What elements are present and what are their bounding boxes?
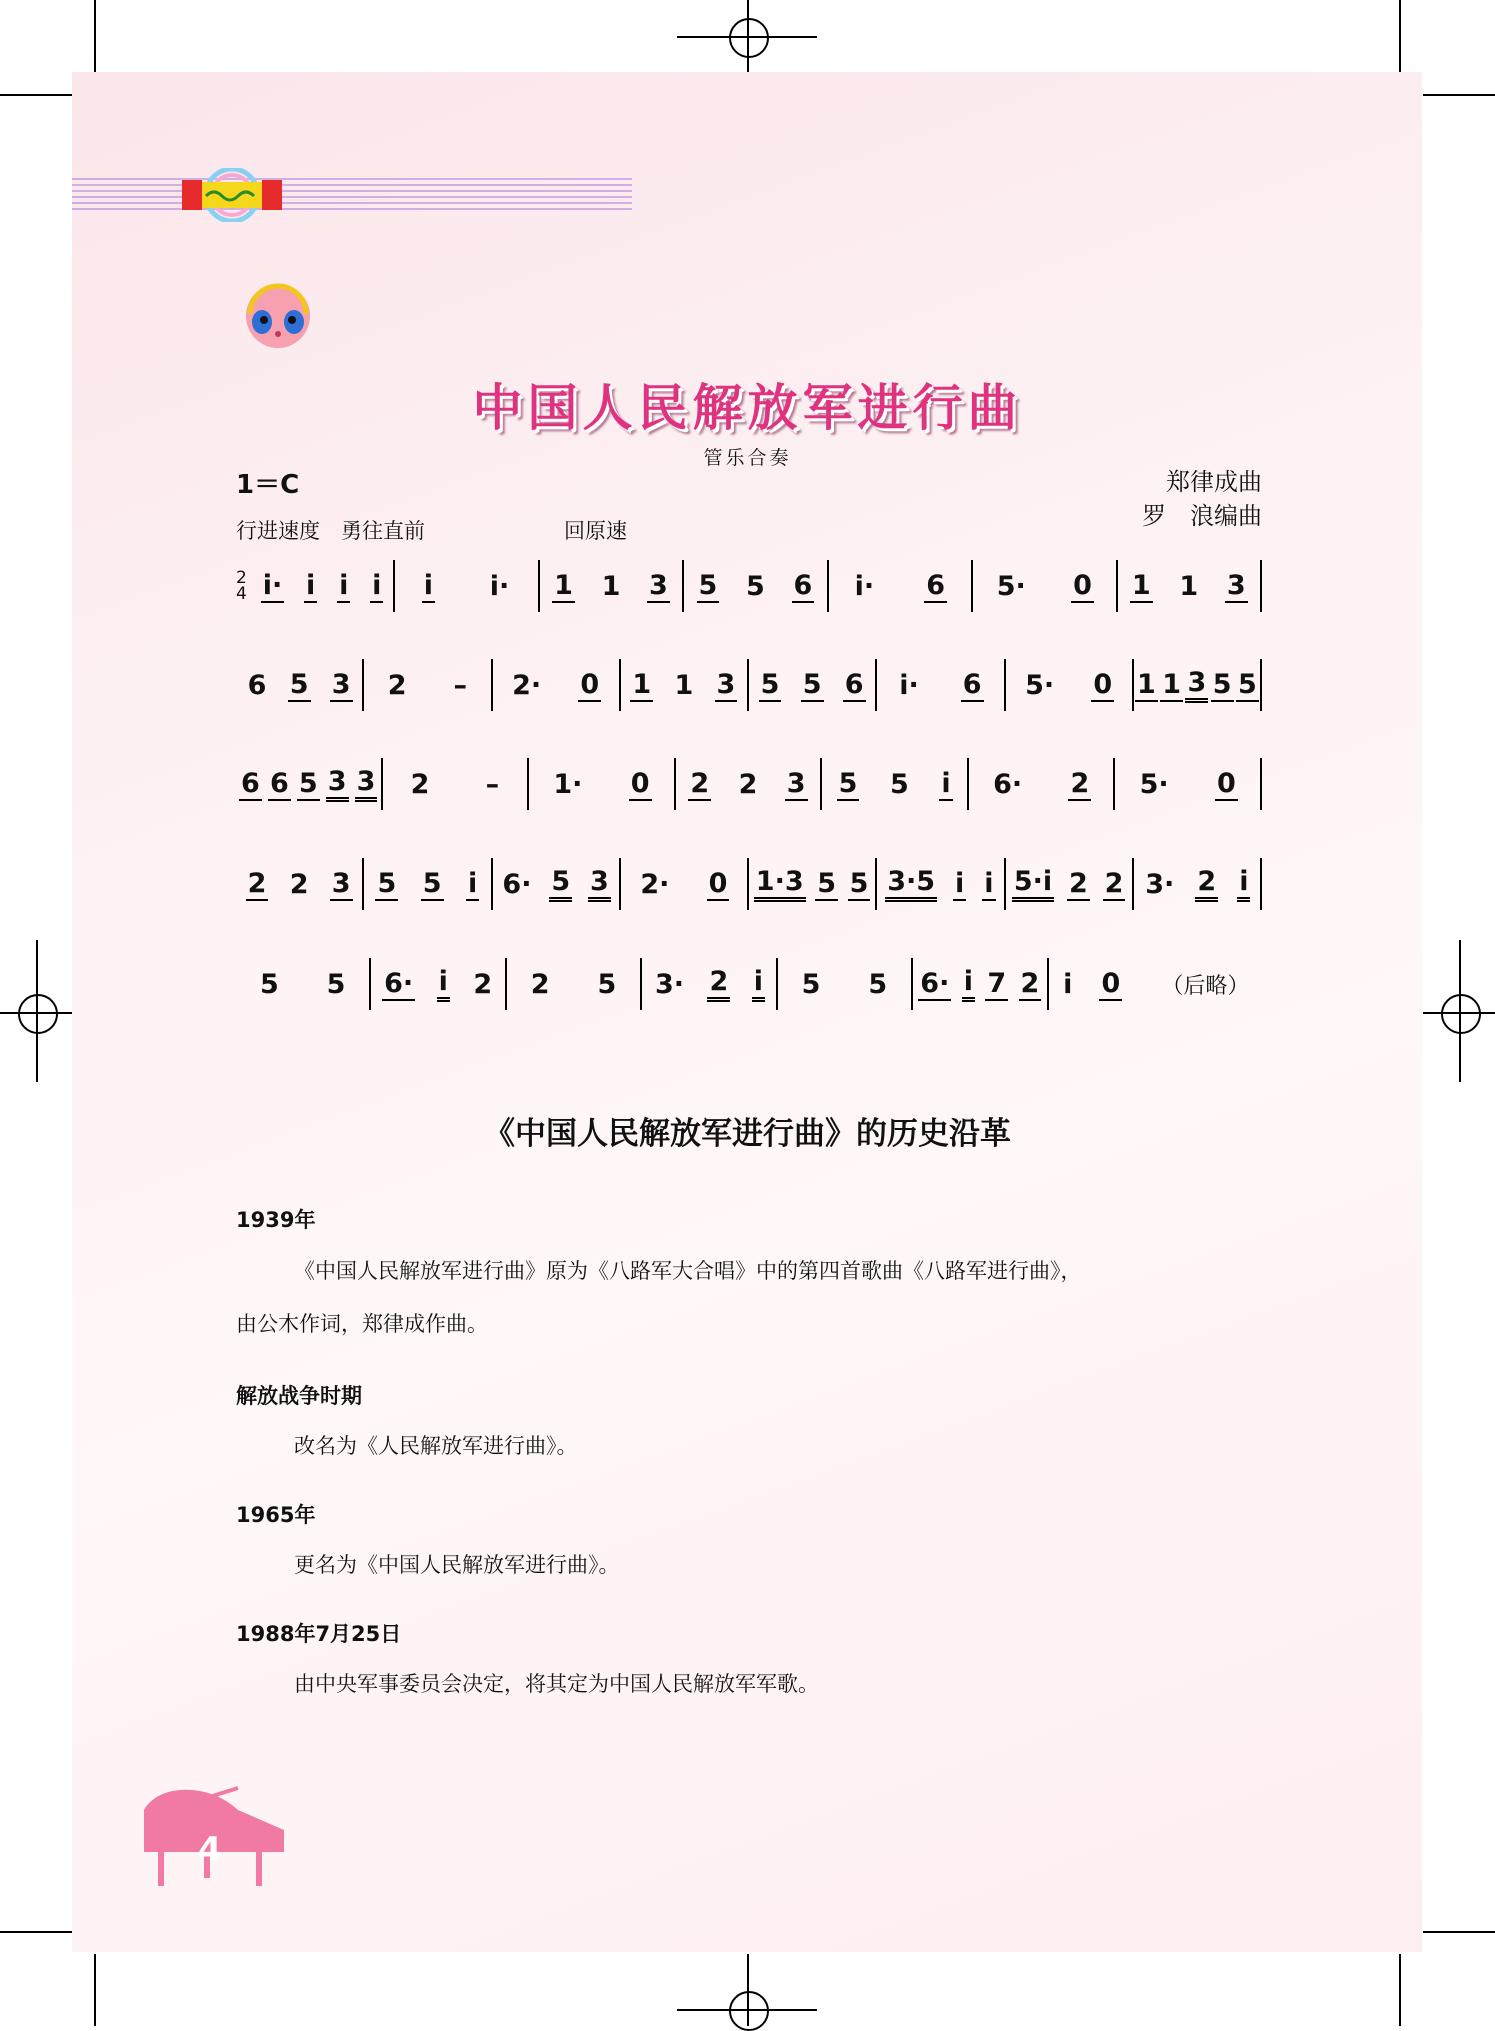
mascot-icon (240, 276, 316, 352)
note: 0 (1093, 668, 1113, 700)
history-heading: 《中国人民解放军进行曲》的历史沿革 (484, 1116, 1011, 1152)
registration-line (747, 0, 749, 72)
measure (913, 954, 1046, 1014)
note: 3 (331, 668, 351, 700)
note: 1 (674, 669, 694, 701)
note: 5 (889, 768, 909, 800)
note: 1·3 (754, 866, 806, 902)
crop-mark (1423, 1931, 1495, 1933)
note: 0 (1073, 569, 1092, 601)
measure (371, 954, 504, 1014)
measure (1049, 954, 1262, 1014)
measure (1134, 854, 1260, 914)
note: 0 (580, 668, 600, 700)
crop-mark (1399, 1954, 1401, 2026)
note: 5 (698, 569, 718, 601)
note: 6 (926, 569, 946, 601)
measure (1006, 655, 1132, 715)
note: 2 (387, 669, 407, 701)
note: 6· (502, 868, 532, 900)
measure (493, 655, 619, 715)
key-signature: 1＝C (236, 470, 300, 500)
note: 5 (597, 968, 617, 1000)
note: 3 (1185, 667, 1208, 703)
measure (236, 854, 362, 914)
note: 2 (738, 768, 758, 800)
registration-line (36, 940, 38, 1082)
note: 2 (410, 768, 430, 800)
note: 3 (1226, 569, 1246, 601)
history-date: 1988年7月25日 (236, 1622, 402, 1646)
note: 3· (654, 968, 685, 1000)
note: 5 (817, 867, 837, 899)
arranger-line: 罗 浪编曲 (1142, 502, 1262, 530)
note: – (453, 669, 467, 701)
note: 5· (1139, 768, 1169, 800)
measure (829, 556, 971, 616)
registration-line (0, 1012, 72, 1014)
measure (969, 754, 1114, 814)
measure (973, 556, 1115, 616)
history-text-continued: 由公木作词，郑律成作曲。 (236, 1312, 488, 1336)
measure (364, 655, 490, 715)
note: 5·i (1012, 866, 1054, 902)
tempo-return-marking: 回原速 (564, 519, 627, 543)
note: i (1237, 866, 1250, 902)
measure (877, 854, 1003, 914)
registration-mark (729, 1991, 769, 2031)
note: 2 (473, 968, 493, 1000)
crop-mark (1399, 0, 1401, 72)
note: 5 (377, 867, 397, 899)
note: 2 (1020, 967, 1040, 999)
note: 2· (512, 669, 542, 701)
measure (621, 854, 747, 914)
score-line-3 (236, 754, 1262, 814)
measure (676, 754, 821, 814)
time-signature: 2 4 (236, 568, 247, 604)
note: 5 (422, 867, 442, 899)
note: i (941, 767, 951, 799)
note: 2 (1104, 867, 1124, 899)
note: 1· (553, 768, 583, 800)
measure (1115, 754, 1260, 814)
history-date: 1939年 (236, 1208, 316, 1232)
bar-line (1260, 858, 1262, 910)
measure (395, 556, 537, 616)
score-line-1 (236, 556, 1262, 616)
header-decoration (72, 178, 632, 214)
note: 2 (707, 966, 730, 1002)
note: 5 (849, 867, 869, 899)
crop-mark (0, 94, 72, 96)
registration-mark (18, 994, 58, 1034)
registration-line (747, 1954, 749, 2026)
crop-mark (0, 1931, 72, 1933)
accordion-icon (180, 168, 284, 222)
note: 1 (1131, 569, 1151, 601)
note: 5 (289, 668, 309, 700)
note: 5 (1237, 668, 1257, 700)
note: 0 (630, 767, 650, 799)
measure (749, 655, 875, 715)
note: 5 (838, 767, 858, 799)
note: 2 (1070, 767, 1090, 799)
note: 6 (269, 767, 289, 799)
registration-mark (729, 18, 769, 58)
note: 5 (802, 668, 822, 700)
measure (822, 754, 967, 814)
note: 6· (920, 967, 950, 999)
note: 2 (289, 868, 309, 900)
bar-line (1260, 659, 1262, 711)
note: i· (899, 669, 919, 701)
note: 0 (1101, 967, 1121, 999)
crop-mark (94, 0, 96, 72)
omitted-marker: （后略） (1161, 973, 1250, 999)
note: 6 (241, 767, 260, 799)
note: 3 (649, 569, 668, 601)
measure (493, 854, 619, 914)
note: 6 (844, 668, 864, 700)
history-text: 《中国人民解放军进行曲》原为《八路军大合唱》中的第四首歌曲《八路军进行曲》， (294, 1259, 1082, 1283)
note: 1 (1179, 570, 1199, 602)
note: i (423, 569, 433, 601)
score-line-2 (236, 655, 1262, 715)
measure (540, 556, 682, 616)
note: 5· (1025, 669, 1055, 701)
note: 5 (326, 968, 346, 1000)
note: 2 (690, 767, 710, 799)
note: 1 (601, 570, 621, 602)
tempo-marking: 行进速度 勇往直前 (236, 519, 425, 543)
note: 5 (746, 570, 765, 602)
note: 2 (530, 968, 550, 1000)
measure (507, 954, 640, 1014)
measure (364, 854, 490, 914)
note: 5· (996, 570, 1026, 602)
score-line-5 (236, 954, 1262, 1014)
song-subtitle: 管乐合奏 (703, 447, 792, 469)
note: 1 (1162, 668, 1182, 700)
bar-line (1260, 560, 1262, 612)
song-title: 中国人民解放军进行曲 (472, 379, 1023, 437)
note: i· (854, 570, 875, 602)
measure (684, 556, 826, 616)
note: i (955, 867, 965, 899)
note: 6 (793, 569, 813, 601)
measure (642, 954, 775, 1014)
note: 2· (640, 868, 670, 900)
note: 6 (962, 668, 982, 700)
note: i· (262, 569, 283, 601)
note: – (485, 768, 500, 800)
measure (1006, 854, 1132, 914)
note: i (339, 569, 349, 601)
history-text: 由中央军事委员会决定，将其定为中国人民解放军军歌。 (294, 1672, 819, 1696)
note: 5 (259, 968, 279, 1000)
history-date: 解放战争时期 (236, 1384, 362, 1408)
note: 3 (326, 766, 349, 802)
note: 1 (632, 668, 652, 700)
registration-mark (1441, 994, 1481, 1034)
crop-mark (94, 1954, 96, 2026)
note: 3 (331, 867, 351, 899)
measure (778, 954, 911, 1014)
bar-line (1260, 758, 1262, 810)
note: 2 (1068, 867, 1088, 899)
note: 3 (716, 668, 736, 700)
note: 3·5 (885, 866, 937, 902)
note: 6· (993, 768, 1023, 800)
measure (749, 854, 875, 914)
measure (621, 655, 747, 715)
score-line-4 (236, 854, 1262, 914)
measure (236, 954, 369, 1014)
note: 5 (298, 767, 318, 799)
note: i (372, 569, 382, 601)
note: i (962, 966, 975, 1002)
measure (1118, 556, 1260, 616)
note: i (1063, 968, 1073, 1000)
note: 7 (987, 967, 1007, 999)
measure (529, 754, 674, 814)
note: i (752, 966, 765, 1002)
note: 0 (1217, 767, 1236, 799)
note: 3 (355, 766, 378, 802)
registration-line (1423, 1012, 1495, 1014)
composer-line: 郑律成曲 (1166, 468, 1262, 496)
crop-mark (1423, 94, 1495, 96)
note: 1 (554, 569, 573, 601)
measure (236, 655, 362, 715)
note: 0 (708, 867, 728, 899)
note: 3 (786, 767, 806, 799)
history-date: 1965年 (236, 1503, 316, 1527)
note: 2 (1195, 866, 1218, 902)
note: 2 (247, 867, 267, 899)
measure (236, 754, 381, 814)
note: 3· (1145, 868, 1175, 900)
composer-credits (1142, 465, 1262, 533)
note: i (984, 867, 994, 899)
measure (251, 556, 393, 616)
note: 6 (247, 669, 267, 701)
measure (1134, 655, 1260, 715)
history-text: 改名为《人民解放军进行曲》。 (294, 1434, 578, 1458)
note: i· (489, 570, 510, 602)
note: 5 (549, 866, 572, 902)
note: 3 (588, 866, 611, 902)
page-number: 4 (198, 1830, 222, 1870)
note: 6· (384, 967, 414, 999)
note: 5 (801, 968, 821, 1000)
note: i (437, 966, 450, 1002)
note: i (306, 569, 316, 601)
registration-line (1459, 940, 1461, 1082)
note: 5 (868, 968, 888, 1000)
note: i (467, 867, 478, 899)
note: 5 (1212, 668, 1232, 700)
history-text: 更名为《中国人民解放军进行曲》。 (294, 1553, 620, 1577)
measure (877, 655, 1003, 715)
note: 5 (760, 668, 780, 700)
note: 1 (1136, 668, 1156, 700)
measure (383, 754, 528, 814)
